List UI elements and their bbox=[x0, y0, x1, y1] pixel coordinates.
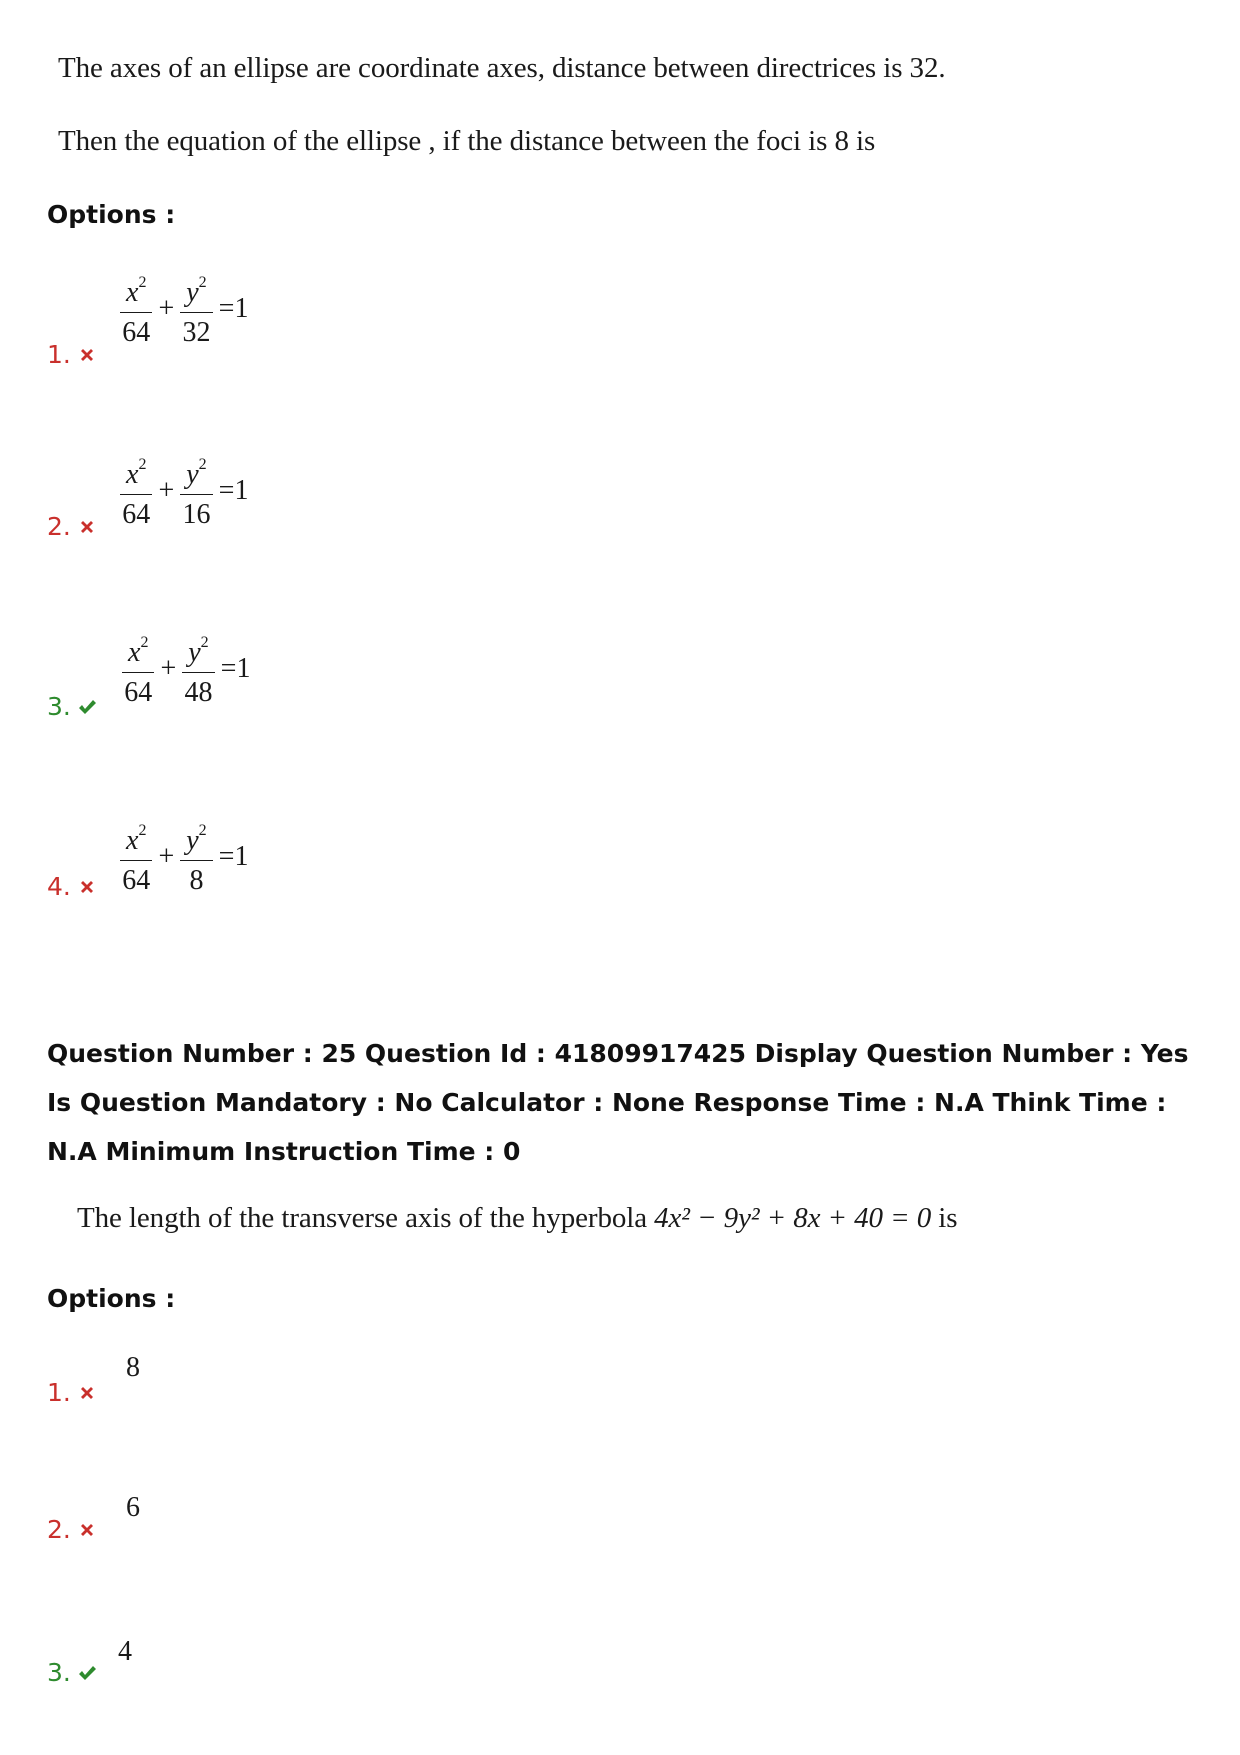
hyperbola-equation: 4x² − 9y² + 8x + 40 = 0 bbox=[654, 1202, 932, 1234]
option-number: 1. bbox=[47, 340, 71, 369]
option-3-label[interactable] bbox=[47, 692, 97, 721]
equation-rhs: =1 bbox=[220, 652, 251, 684]
cross-icon bbox=[77, 1383, 97, 1403]
option-number: 1. bbox=[47, 1378, 71, 1407]
check-icon bbox=[77, 1663, 97, 1683]
y-fraction: $\frac{y^2}{16}$ bbox=[180, 448, 212, 533]
option-2-equation: $\frac{x^2}{64}$ + $\frac{y^2}{16}$ =1 bbox=[118, 448, 252, 533]
option-2-value: 6 bbox=[126, 1492, 140, 1523]
y-fraction: $\frac{y^2}{32}$ bbox=[180, 266, 212, 351]
question-25-text bbox=[77, 1202, 957, 1235]
cross-icon bbox=[77, 877, 97, 897]
option-3-label[interactable] bbox=[47, 1658, 97, 1687]
question-25-meta: Question Number : 25 Question Id : 41809917425 Display Question Number : Yes Is Question Mandatory : No Calculator : None Response Time : N.A Think Time : N.A Minimum Instruction Time : 0 bbox=[47, 1039, 1189, 1166]
option-number: 2. bbox=[47, 1515, 71, 1544]
x-fraction: $\frac{x^2}{64}$ bbox=[120, 814, 152, 899]
options-heading-25: Options : bbox=[47, 1284, 176, 1313]
question-24-line-2: Then the equation of the ellipse , if the distance between the foci is 8 is bbox=[58, 125, 876, 157]
option-number: 2. bbox=[47, 512, 71, 541]
cross-icon bbox=[77, 517, 97, 537]
option-number: 3. bbox=[47, 1658, 71, 1687]
option-1-label[interactable] bbox=[47, 1378, 97, 1407]
x-fraction: $\frac{x^2}{64}$ bbox=[120, 266, 152, 351]
option-3-equation: $\frac{x^2}{64}$ + $\frac{y^2}{48}$ =1 bbox=[120, 626, 254, 711]
option-1-value: 8 bbox=[126, 1352, 140, 1383]
x-fraction: $\frac{x^2}{64}$ bbox=[120, 448, 152, 533]
cross-icon bbox=[77, 345, 97, 365]
option-4-equation: $\frac{x^2}{64}$ + $\frac{y^2}{8}$ =1 bbox=[118, 814, 252, 899]
check-icon bbox=[77, 697, 97, 717]
option-number: 4. bbox=[47, 872, 71, 901]
equation-rhs: =1 bbox=[218, 840, 249, 872]
equation-rhs: =1 bbox=[218, 292, 249, 324]
y-fraction: $\frac{y^2}{48}$ bbox=[182, 626, 214, 711]
option-4-label[interactable] bbox=[47, 872, 97, 901]
option-2-label[interactable] bbox=[47, 1515, 97, 1544]
option-2-label[interactable] bbox=[47, 512, 97, 541]
options-heading: Options : bbox=[47, 200, 176, 229]
question-24-line-1: The axes of an ellipse are coordinate axes, distance between directrices is 32. bbox=[58, 52, 946, 84]
option-number: 3. bbox=[47, 692, 71, 721]
y-fraction: $\frac{y^2}{8}$ bbox=[180, 814, 212, 899]
question-25-prefix: The length of the transverse axis of the hyperbola bbox=[77, 1202, 647, 1234]
equation-rhs: =1 bbox=[218, 474, 249, 506]
cross-icon bbox=[77, 1520, 97, 1540]
option-1-label[interactable] bbox=[47, 340, 97, 369]
option-1-equation: $\frac{x^2}{64}$ + $\frac{y^2}{32}$ =1 bbox=[118, 266, 252, 351]
option-3-value: 4 bbox=[118, 1636, 132, 1667]
x-fraction: $\frac{x^2}{64}$ bbox=[122, 626, 154, 711]
question-25-suffix: is bbox=[938, 1202, 958, 1234]
